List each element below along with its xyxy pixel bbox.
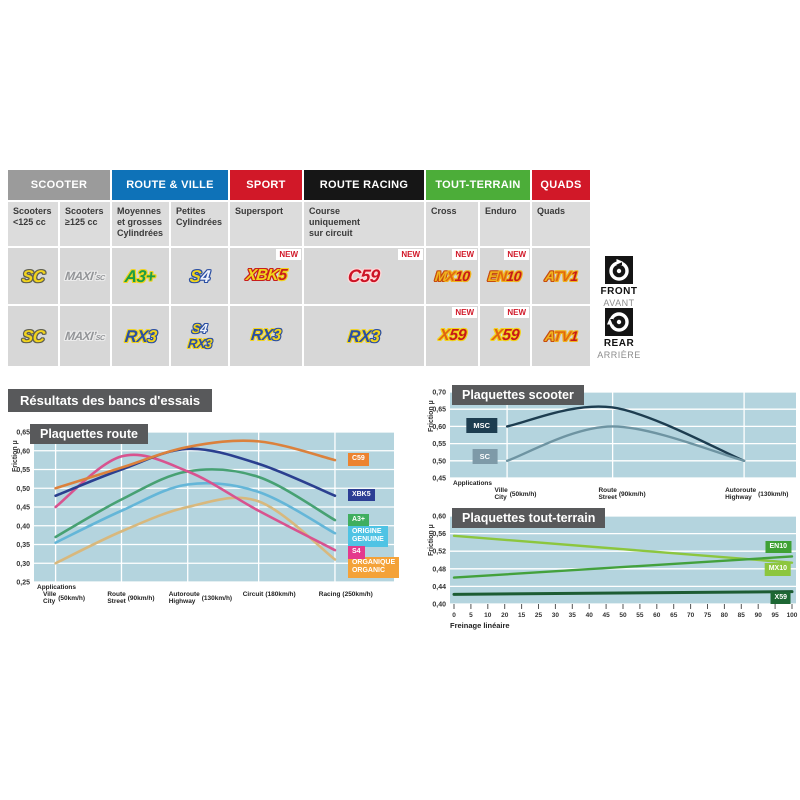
chart-plaquettes-tout-terrain xyxy=(424,506,800,638)
series-label-sc: SC xyxy=(473,449,497,464)
y-axis-label: Friction µ xyxy=(428,524,435,556)
x-category-autoroute: Autoroute Highway (130km/h) xyxy=(725,487,789,502)
y-tick-label: 0,30 xyxy=(16,560,30,568)
front-axle-block xyxy=(592,256,646,308)
rear-badge-cell-s4-rx3 xyxy=(171,306,228,366)
y-tick-label: 0,48 xyxy=(432,566,446,574)
chart-plaquettes-route xyxy=(8,418,400,634)
x-tick-label: 35 xyxy=(568,612,576,619)
y-tick-label: 0,44 xyxy=(432,583,446,591)
new-badge: NEW xyxy=(452,307,477,318)
y-tick-label: 0,55 xyxy=(432,441,446,449)
new-badge: NEW xyxy=(452,249,477,260)
front-badge-cell-xbk5 xyxy=(230,248,302,304)
y-tick-label: 0,40 xyxy=(16,523,30,531)
x-tick-label: 95 xyxy=(771,612,779,619)
column-header-moyennes-et-grosses-cylindr-es: Moyennes et grosses Cylindrées xyxy=(112,202,169,246)
product-badge-xbk5: XBK5 xyxy=(244,267,288,284)
chart-title-plaquettes-tout-terrain: Plaquettes tout-terrain xyxy=(452,508,605,528)
x-tick-label: 65 xyxy=(670,612,678,619)
product-badge-maxi-sc: MAXI’SC xyxy=(64,269,106,283)
chart-title-plaquettes-scooter: Plaquettes scooter xyxy=(452,385,584,405)
rear-axle-block xyxy=(592,308,646,360)
x-tick-label: 20 xyxy=(501,612,509,619)
product-badge-c59: C59 xyxy=(347,266,381,286)
front-badge-cell-maxi-sc xyxy=(60,248,110,304)
y-tick-label: 0,50 xyxy=(16,485,30,493)
series-label-origine-genuine: ORIGINE GENUINE xyxy=(348,526,388,547)
rear-badge-cell-rx3 xyxy=(112,306,169,366)
y-tick-label: 0,70 xyxy=(432,389,446,397)
product-badge-rx3: RX3 xyxy=(347,326,381,346)
x-tick-label: 45 xyxy=(602,612,610,619)
front-badge-cell-sc xyxy=(8,248,58,304)
group-header-quads: QUADS xyxy=(532,170,590,200)
x-axis-label: Freinage linéaire xyxy=(450,621,510,630)
product-badge-sc: SC xyxy=(20,266,46,286)
x-tick-label: 55 xyxy=(636,612,644,619)
x-category-ville: Ville City (50km/h) xyxy=(42,591,85,606)
y-tick-label: 0,65 xyxy=(16,429,30,437)
front-badge-cell-s4 xyxy=(171,248,228,304)
series-label-c59: C59 xyxy=(348,453,369,465)
y-tick-label: 0,50 xyxy=(432,458,446,466)
x-tick-label: 5 xyxy=(469,612,473,619)
product-badge-s4-rx3: S4 xyxy=(191,321,208,336)
rear-badge-cell-sc xyxy=(8,306,58,366)
product-badge-a3: A3+ xyxy=(124,266,157,286)
rear-brake-icon xyxy=(605,308,633,336)
x-tick-label: 10 xyxy=(484,612,492,619)
column-header-quads: Quads xyxy=(532,202,590,246)
front-badge-cell-c59 xyxy=(304,248,424,304)
new-badge: NEW xyxy=(276,249,301,260)
rear-badge-cell-rx3 xyxy=(304,306,424,366)
product-badge-sc: SC xyxy=(20,326,46,346)
column-header-scooters-125-cc: Scooters <125 cc xyxy=(8,202,58,246)
front-badge-cell-mx10 xyxy=(426,248,478,304)
column-header-course-uniquement-sur-circuit: Course uniquement sur circuit xyxy=(304,202,424,246)
x-tick-label: 80 xyxy=(720,612,729,619)
y-tick-label: 0,65 xyxy=(432,406,446,414)
product-badge-s4-rx3: RX3 xyxy=(186,336,213,351)
series-label-xbk5: XBK5 xyxy=(348,489,375,501)
x-tick-label: 70 xyxy=(686,612,695,619)
x-category-circuit: Circuit (180km/h) xyxy=(242,591,296,599)
x-tick-label: 85 xyxy=(737,612,745,619)
x-category-route: Route Street (90km/h) xyxy=(107,591,155,606)
x-axis-label: Applications xyxy=(37,584,77,591)
product-badge-maxi-sc: MAXI’SC xyxy=(64,329,106,343)
x-tick-label: 30 xyxy=(551,612,560,619)
series-label-organique-organic: ORGANIQUE ORGANIC xyxy=(348,557,399,578)
chart-title-plaquettes-route: Plaquettes route xyxy=(30,424,148,444)
product-badge-rx3: RX3 xyxy=(250,327,282,344)
series-label-x59: X59 xyxy=(771,592,791,604)
y-tick-label: 0,52 xyxy=(432,548,446,556)
front-badge-cell-atv1 xyxy=(532,248,590,304)
y-axis-label: Friction µ xyxy=(12,440,19,472)
column-header-scooters-125-cc: Scooters ≥125 cc xyxy=(60,202,110,246)
group-header-scooter: SCOOTER xyxy=(8,170,110,200)
x-tick-label: 60 xyxy=(653,612,661,619)
group-header-sport: SPORT xyxy=(230,170,302,200)
application-table xyxy=(8,170,590,366)
column-header-petites-cylindr-es: Petites Cylindrées xyxy=(171,202,228,246)
y-tick-label: 0,55 xyxy=(16,467,30,474)
y-tick-label: 0,35 xyxy=(16,542,30,549)
chart-plaquettes-scooter xyxy=(424,384,800,508)
y-tick-label: 0,45 xyxy=(16,504,30,512)
new-badge: NEW xyxy=(504,307,529,318)
rear-label: REAR xyxy=(603,338,635,349)
new-badge: NEW xyxy=(504,249,529,260)
x-tick-label: 15 xyxy=(517,612,526,619)
group-header-route-racing: ROUTE RACING xyxy=(304,170,424,200)
x-tick-label: 75 xyxy=(703,612,712,619)
y-tick-label: 0,40 xyxy=(432,601,446,609)
avant-label: AVANT xyxy=(603,298,635,308)
series-label-s4: S4 xyxy=(348,546,365,558)
series-label-a3: A3+ xyxy=(348,514,369,526)
y-tick-label: 0,25 xyxy=(16,579,30,587)
front-brake-icon xyxy=(605,256,633,284)
product-badge-atv1: ATV1 xyxy=(543,268,579,284)
y-tick-label: 0,60 xyxy=(432,513,446,521)
front-badge-cell-a3 xyxy=(112,248,169,304)
y-tick-label: 0,56 xyxy=(432,531,446,539)
arriere-label: ARRIÈRE xyxy=(597,350,641,360)
x-axis-label: Applications xyxy=(453,480,493,487)
front-label: FRONT xyxy=(600,286,638,297)
rear-badge-cell-rx3 xyxy=(230,306,302,366)
product-badge-rx3: RX3 xyxy=(123,326,158,346)
front-badge-cell-en10 xyxy=(480,248,530,304)
product-badge-en10: EN10 xyxy=(487,268,523,284)
x-tick-label: 50 xyxy=(619,612,627,619)
rear-badge-cell-x59 xyxy=(480,306,530,366)
group-header-tout-terrain: TOUT-TERRAIN xyxy=(426,170,530,200)
x-category-racing: Racing (250km/h) xyxy=(318,591,373,599)
x-category-autoroute: Autoroute Highway (130km/h) xyxy=(168,591,233,606)
x-tick-label: 100 xyxy=(786,612,798,619)
new-badge: NEW xyxy=(398,249,423,260)
x-category-route: Route Street (90km/h) xyxy=(598,487,646,502)
x-tick-label: 40 xyxy=(585,612,593,619)
y-tick-label: 0,60 xyxy=(16,448,30,456)
group-header-route-ville: ROUTE & VILLE xyxy=(112,170,228,200)
product-badge-atv1: ATV1 xyxy=(543,328,579,344)
rear-badge-cell-maxi-sc xyxy=(60,306,110,366)
product-badge-x59: X59 xyxy=(437,327,467,344)
x-tick-label: 90 xyxy=(754,612,762,619)
series-label-en10: EN10 xyxy=(765,541,791,553)
series-label-msc: MSC xyxy=(466,418,497,433)
rear-badge-cell-atv1 xyxy=(532,306,590,366)
series-label-mx10: MX10 xyxy=(765,563,791,575)
column-header-cross: Cross xyxy=(426,202,478,246)
x-tick-label: 0 xyxy=(452,612,456,619)
column-header-supersport: Supersport xyxy=(230,202,302,246)
results-heading: Résultats des bancs d'essais xyxy=(8,389,212,412)
column-header-enduro: Enduro xyxy=(480,202,530,246)
y-tick-label: 0,60 xyxy=(432,423,446,431)
x-tick-label: 25 xyxy=(534,612,543,619)
product-badge-x59: X59 xyxy=(490,327,520,344)
product-badge-s4: S4 xyxy=(188,266,211,286)
product-badge-mx10: MX10 xyxy=(433,268,471,284)
x-category-ville: Ville City (50km/h) xyxy=(494,487,537,502)
rear-badge-cell-x59 xyxy=(426,306,478,366)
y-tick-label: 0,45 xyxy=(432,475,446,483)
y-axis-label: Friction µ xyxy=(428,400,435,432)
